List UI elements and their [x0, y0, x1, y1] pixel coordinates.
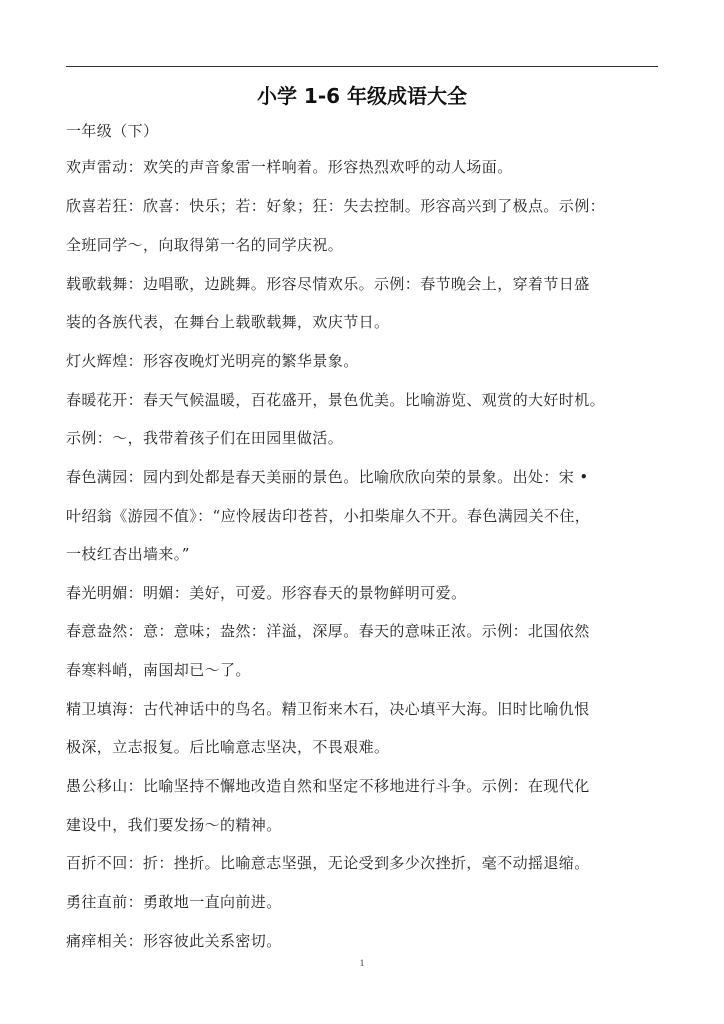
text-line: 痛痒相关：形容彼此关系密切。 [66, 932, 282, 950]
document-title: 小学 1-6 年级成语大全 [256, 84, 468, 108]
text-line: 春意盎然：意：意味；盎然：洋溢，深厚。春天的意味正浓。示例：北国依然 [66, 622, 590, 640]
section-heading: 一年级（下） [66, 122, 159, 140]
text-line: 一枝红杏出墙来。” [66, 545, 190, 563]
text-line: 全班同学～，向取得第一名的同学庆祝。 [66, 236, 344, 254]
text-line: 春寒料峭，南国却已～了。 [66, 661, 251, 679]
text-line: 春色满园：园内到处都是春天美丽的景色。比喻欣欣向荣的景象。出处：宋 • [66, 468, 589, 486]
text-line: 欣喜若狂：欣喜：快乐；若：好象；狂：失去控制。形容高兴到了极点。示例： [66, 197, 606, 215]
text-line: 欢声雷动：欢笑的声音象雷一样响着。形容热烈欢呼的动人场面。 [66, 158, 513, 176]
text-line: 百折不回：折：挫折。比喻意志坚强，无论受到多少次挫折，毫不动摇退缩。 [66, 854, 590, 872]
page-number: 1 [359, 958, 365, 968]
text-line: 灯火辉煌：形容夜晚灯光明亮的繁华景象。 [66, 352, 359, 370]
text-line: 春光明媚：明媚：美好，可爱。形容春天的景物鲜明可爱。 [66, 584, 467, 602]
text-line: 装的各族代表，在舞台上载歌载舞，欢庆节日。 [66, 313, 390, 331]
text-line: 载歌载舞：边唱歌，边跳舞。形容尽情欢乐。示例：春节晚会上，穿着节日盛 [66, 275, 590, 293]
text-line: 建设中，我们要发扬～的精神。 [66, 816, 282, 834]
text-line: 春暖花开：春天气候温暖，百花盛开，景色优美。比喻游览、观赏的大好时机。 [66, 391, 606, 409]
text-line: 极深，立志报复。后比喻意志坚决，不畏艰难。 [66, 738, 390, 756]
text-line: 精卫填海：古代神话中的鸟名。精卫衔来木石，决心填平大海。旧时比喻仇恨 [66, 700, 590, 718]
header-rule [66, 66, 658, 67]
text-line: 勇往直前：勇敢地一直向前进。 [66, 893, 282, 911]
text-line: 示例：～，我带着孩子们在田园里做活。 [66, 429, 344, 447]
text-line: 叶绍翁《游园不值》：“应怜屐齿印苍苔，小扣柴扉久不开。春色满园关不住， [66, 507, 591, 525]
text-line: 愚公移山：比喻坚持不懈地改造自然和坚定不移地进行斗争。示例：在现代化 [66, 777, 590, 795]
